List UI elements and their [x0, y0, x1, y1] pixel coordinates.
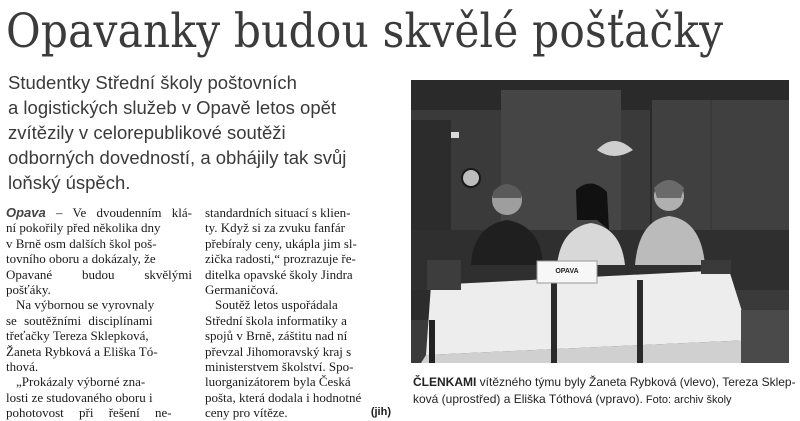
lede-line: a logistických služeb v Opavě letos opět	[8, 97, 337, 118]
lede	[8, 70, 404, 195]
body-line: v Brně osm dalších škol poš-	[6, 235, 157, 251]
table-sign: OPAVA	[555, 268, 579, 275]
body-line: pošta, která dodala i hodnotné	[205, 389, 362, 405]
body-line: pohotovost při řešení ne-	[6, 405, 172, 421]
author-signature: (jih)	[370, 406, 391, 419]
body-line: luorganizátorem byla Česká	[205, 374, 351, 390]
body-line: ditelka opavské školy Jindra	[205, 266, 353, 282]
body-line: ministerstvem školství. Spo-	[205, 359, 354, 375]
body-column-1	[6, 205, 192, 421]
body-line: zička radosti,“ prozrazuje ře-	[205, 251, 356, 267]
body-line: Střední škola informatiky a	[205, 312, 347, 328]
body-line: převzal Jihomoravský kraj s	[205, 343, 352, 359]
body-line-text: – Ve dvoudenním klá-	[45, 205, 192, 220]
photo-credit: Foto: archiv školy	[642, 394, 732, 406]
body-line: ní pokořily před několika dny	[6, 220, 161, 236]
body-line: losti ze studovaného oboru i	[6, 389, 153, 405]
dateline: Opava	[6, 205, 46, 220]
body-line: standardních situací s klien-	[205, 205, 351, 220]
headline: Opavanky budou skvělé pošťačky	[6, 4, 724, 59]
body-line: tovního oboru a dokázaly, že	[6, 251, 156, 267]
body-line-text: ceny pro vítěze.	[205, 405, 288, 421]
body-line: se soutěžními disciplínami	[6, 312, 153, 328]
body-line: Žaneta Rybková a Eliška Tó-	[6, 343, 158, 359]
lede-line: zvítězily v celorepublikové soutěži	[8, 122, 286, 143]
photo-caption	[413, 374, 796, 409]
body-line	[6, 205, 192, 220]
lede-line: odborných dovedností, a obhájily tak svůj	[8, 147, 347, 168]
body-line: „Prokázaly výborné zna-	[16, 374, 146, 390]
body-line	[205, 405, 391, 420]
body-line: spojů v Brně, záštitu nad ní	[205, 328, 348, 344]
body-line: přebíraly ceny, ukápla jim sl-	[205, 235, 357, 251]
body-line: Soutěž letos uspořádala	[215, 297, 338, 313]
body-line: ty. Když si za zvuku fanfár	[205, 220, 345, 236]
caption-line	[413, 391, 791, 409]
body-line: Germaničová.	[205, 282, 279, 298]
lede-line: Studentky Střední školy poštovních	[8, 72, 297, 93]
caption-text: ková (uprostřed) a Eliška Tóthová (vpravo).	[413, 392, 643, 406]
lede-line: loňský úspěch.	[8, 172, 131, 193]
caption-line	[413, 374, 796, 391]
body-column-2	[205, 205, 391, 421]
body-line: thová.	[6, 359, 39, 375]
body-line: pošťáky.	[6, 282, 51, 298]
body-line: třeťačky Tereza Sklepková,	[6, 328, 149, 344]
photo-illustration	[411, 80, 789, 363]
body-line: Na výbornou se vyrovnaly	[16, 297, 155, 313]
article-photo	[411, 80, 789, 363]
body-line: Opavané budou skvělými	[6, 266, 192, 282]
caption-lead: ČLENKAMI	[413, 375, 477, 389]
caption-text: vítězného týmu byly Žaneta Rybková (vlevo), Tereza Sklep-	[476, 375, 796, 389]
